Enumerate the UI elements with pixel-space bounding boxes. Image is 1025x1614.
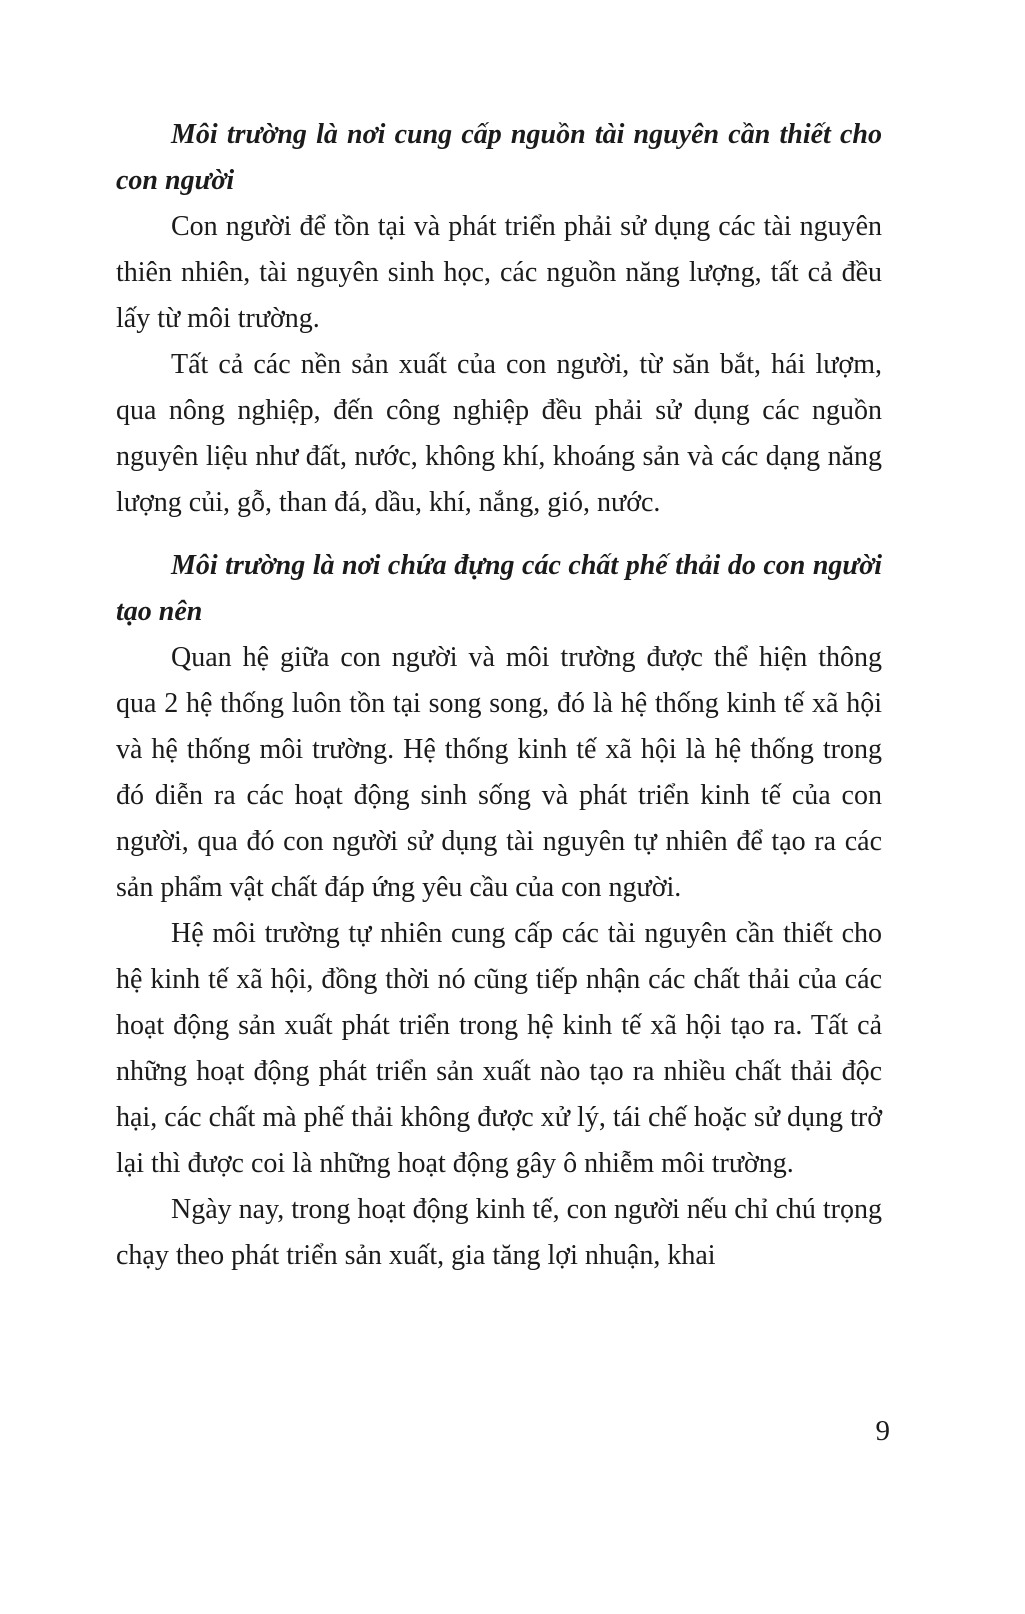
paragraph: Tất cả các nền sản xuất của con người, từ săn bắt, hái lượm, qua nông nghiệp, đến công nghiệp đều phải sử dụng các nguồn nguyên liệu như đất, nước, không khí, khoáng sản và các dạng năng lượng củi, gỗ, than đá, dầu, khí, nắng, gió, nước. [116,349,882,518]
page-number: 9 [875,1415,890,1447]
paragraph: Hệ môi trường tự nhiên cung cấp các tài nguyên cần thiết cho hệ kinh tế xã hội, đồng thời nó cũng tiếp nhận các chất thải của các hoạt động sản xuất phát triển trong hệ kinh tế xã hội tạo ra. Tất cả những hoạt động phát triển sản xuất nào tạo ra nhiều chất thải độc hại, các chất mà phế thải không được xử lý, tái chế hoặc sử dụng trở lại thì được coi là những hoạt động gây ô nhiễm môi trường. [116,918,882,1179]
paragraph: Ngày nay, trong hoạt động kinh tế, con người nếu chỉ chú trọng chạy theo phát triển sản xuất, gia tăng lợi nhuận, khai [116,1194,882,1271]
paragraph: Con người để tồn tại và phát triển phải sử dụng các tài nguyên thiên nhiên, tài nguyên sinh học, các nguồn năng lượng, tất cả đều lấy từ môi trường. [116,211,882,334]
paragraph: Quan hệ giữa con người và môi trường được thể hiện thông qua 2 hệ thống luôn tồn tại song song, đó là hệ thống kinh tế xã hội và hệ thống môi trường. Hệ thống kinh tế xã hội là hệ thống trong đó diễn ra các hoạt động sinh sống và phát triển kinh tế của con người, qua đó con người sử dụng tài nguyên tự nhiên để tạo ra các sản phẩm vật chất đáp ứng yêu cầu của con người. [116,642,882,903]
section-heading-resources: Môi trường là nơi cung cấp nguồn tài nguyên cần thiết cho con người [116,119,882,196]
page-body [116,112,882,1279]
section-heading-waste: Môi trường là nơi chứa đựng các chất phế thải do con người tạo nên [116,550,882,627]
